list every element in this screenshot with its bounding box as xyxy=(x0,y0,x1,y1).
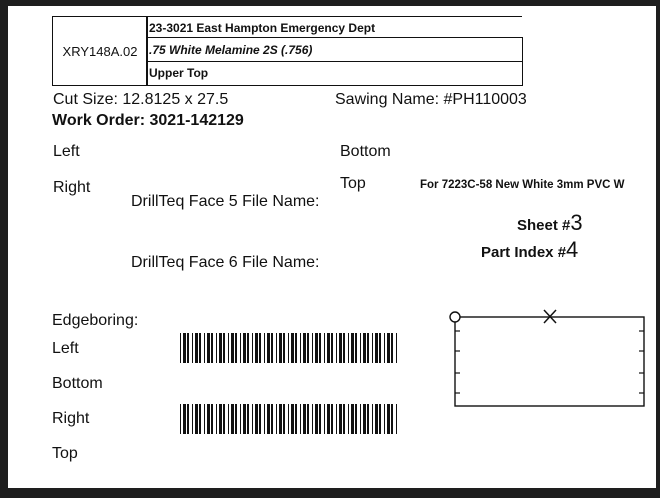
barcode-top xyxy=(174,333,398,363)
part-label-sheet xyxy=(8,6,656,488)
edge-top-label: Top xyxy=(340,175,366,192)
edgeband-note: For 7223C-58 New White 3mm PVC W xyxy=(420,179,625,191)
job-title: 23-3021 East Hampton Emergency Dept xyxy=(146,16,522,38)
edgeboring-heading: Edgeboring: xyxy=(52,312,139,329)
cut-size-value: 12.8125 x 27.5 xyxy=(122,91,229,108)
item-code: XRY148A.02 xyxy=(52,16,148,86)
edgeboring-left-label: Left xyxy=(52,340,79,357)
drillteq-face6-label: DrillTeq Face 6 File Name: xyxy=(131,254,320,271)
sheet-number-label: Sheet # xyxy=(517,217,571,234)
part-index-value: 4 xyxy=(566,237,579,262)
edge-left-label: Left xyxy=(53,143,80,160)
barcode-bottom-graphic xyxy=(174,404,398,434)
edgeboring-top-label: Top xyxy=(52,445,78,462)
cut-size-label: Cut Size: xyxy=(53,91,118,108)
part-name: Upper Top xyxy=(146,61,523,86)
edge-bottom-label: Bottom xyxy=(340,143,391,160)
drillteq-face5-label: DrillTeq Face 5 File Name: xyxy=(131,193,320,210)
part-diagram xyxy=(448,306,648,410)
edgeboring-right-label: Right xyxy=(52,410,90,427)
sawing-name: Sawing Name: #PH110003 xyxy=(335,91,527,108)
part-index-label: Part Index # xyxy=(481,244,567,261)
cut-size xyxy=(53,91,228,109)
part-index xyxy=(481,237,578,263)
sheet-number-value: 3 xyxy=(570,210,583,235)
edgeboring-bottom-label: Bottom xyxy=(52,375,103,392)
edge-right-label: Right xyxy=(53,179,91,196)
barcode-top-graphic xyxy=(174,333,398,363)
material-description: .75 White Melamine 2S (.756) xyxy=(146,37,523,62)
sheet-number xyxy=(517,210,583,236)
circle-marker-icon xyxy=(450,312,460,322)
work-order: Work Order: 3021-142129 xyxy=(52,112,244,129)
barcode-bottom xyxy=(174,404,398,434)
